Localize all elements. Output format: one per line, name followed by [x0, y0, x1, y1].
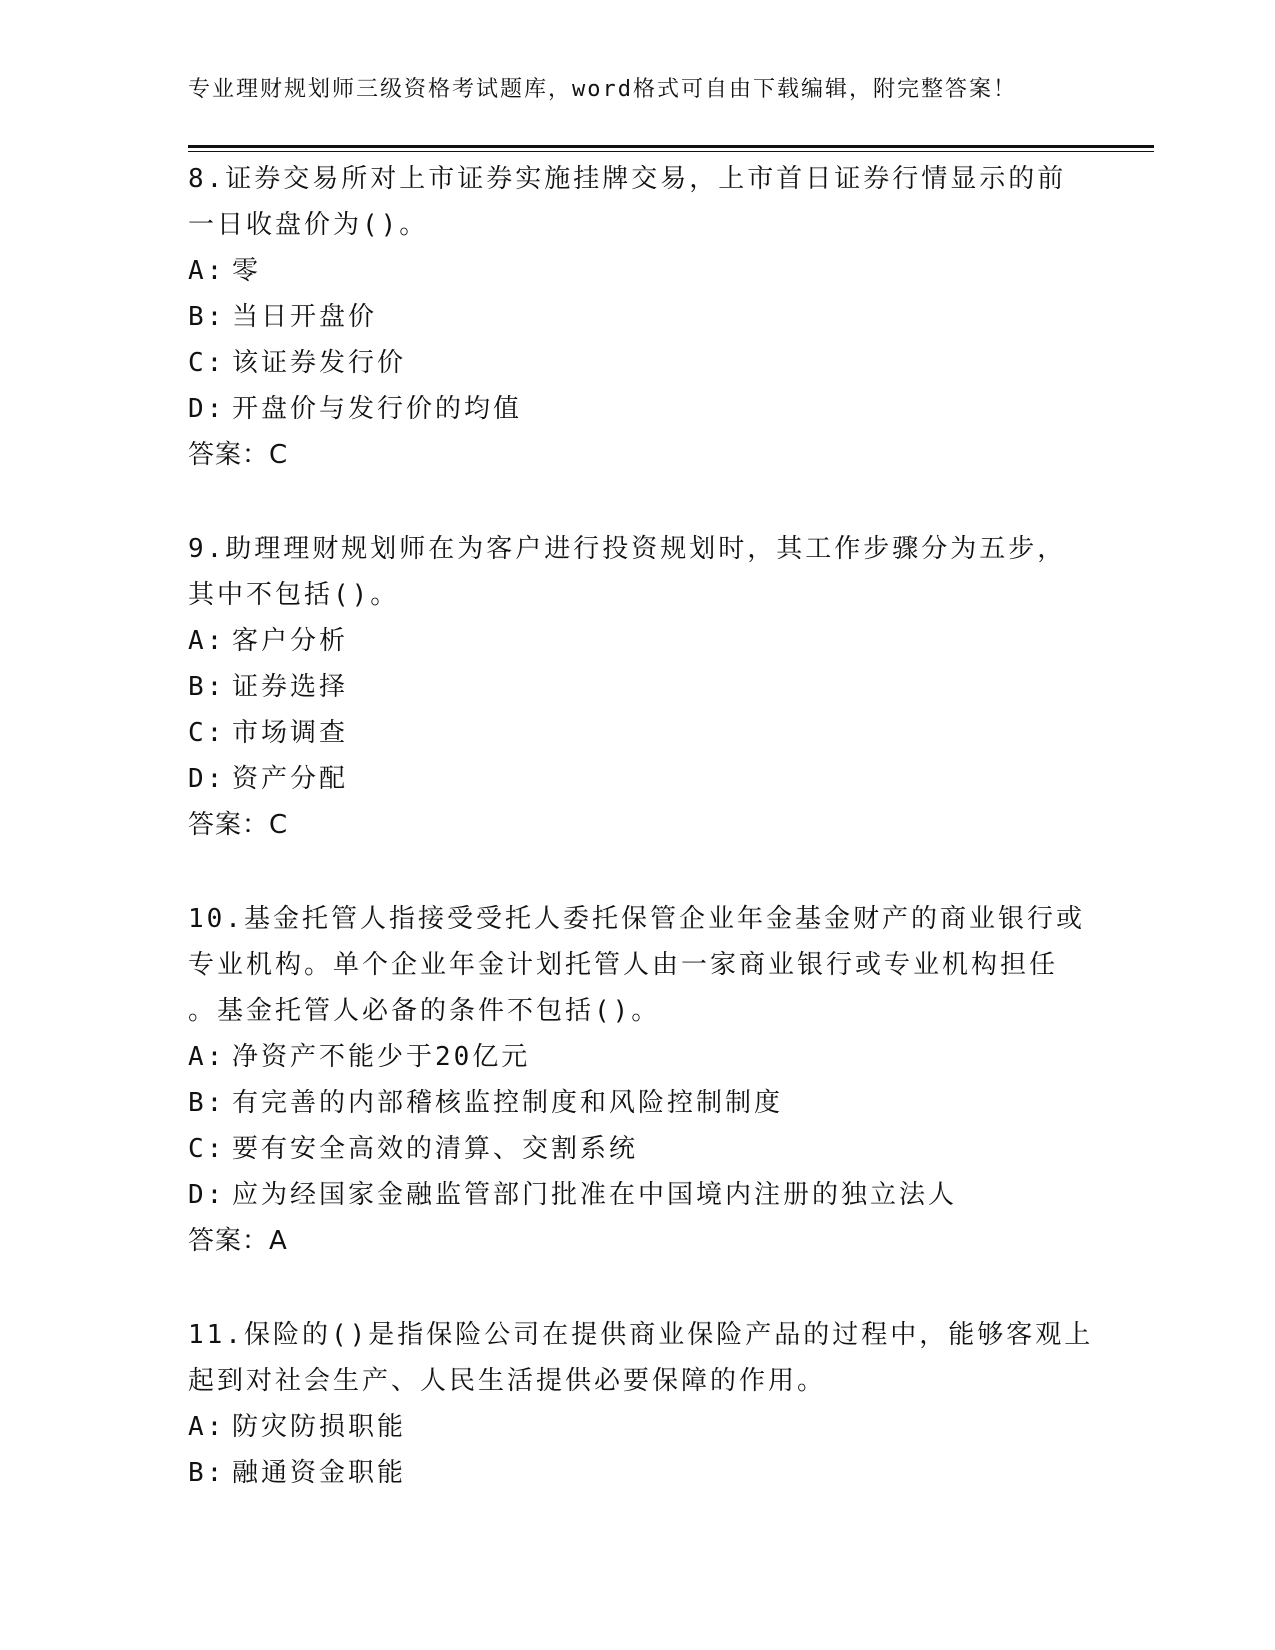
question-stem-line: 9.助理理财规划师在为客户进行投资规划时，其工作步骤分为五步，: [188, 534, 1067, 564]
option-b: [188, 1080, 1088, 1126]
question-stem-line: 专业机构。单个企业年金计划托管人由一家商业银行或专业机构担任: [188, 950, 1059, 980]
option-letter: D:: [188, 1180, 226, 1210]
option-d: [188, 1172, 1088, 1218]
option-text: 防灾防损职能: [232, 1412, 407, 1442]
option-a: [188, 618, 1088, 664]
option-letter: C:: [188, 718, 226, 748]
option-text: 净资产不能少于20亿元: [232, 1042, 531, 1072]
option-c: [188, 1126, 1088, 1172]
option-b: [188, 1450, 1088, 1496]
option-a: [188, 1404, 1088, 1450]
header-rule-thick: [188, 145, 1154, 148]
question-stem-line: 。基金托管人必备的条件不包括()。: [188, 996, 661, 1026]
option-letter: A:: [188, 626, 226, 656]
option-text: 零: [232, 256, 262, 286]
question-stem-line: 8.证券交易所对上市证券实施挂牌交易，上市首日证券行情显示的前: [188, 164, 1067, 194]
answer-line: 答案：C: [188, 810, 289, 840]
option-text: 要有安全高效的清算、交割系统: [232, 1134, 639, 1164]
option-letter: D:: [188, 394, 226, 424]
option-c: [188, 710, 1088, 756]
option-text: 有完善的内部稽核监控制度和风险控制制度: [232, 1088, 784, 1118]
option-letter: B:: [188, 302, 226, 332]
question-stem-line: 10.基金托管人指接受受托人委托保管企业年金基金财产的商业银行或: [188, 904, 1085, 934]
header-rule-thin: [188, 151, 1154, 152]
option-text: 客户分析: [232, 626, 349, 656]
option-letter: C:: [188, 348, 226, 378]
option-c: [188, 340, 1088, 386]
question-gap: [188, 478, 1088, 526]
question-stem-line: 11.保险的()是指保险公司在提供商业保险产品的过程中，能够客观上: [188, 1320, 1094, 1350]
question-11: [188, 1312, 1094, 1496]
answer-line: 答案：C: [188, 440, 289, 470]
page-header-title: 专业理财规划师三级资格考试题库，word格式可自由下载编辑，附完整答案！: [188, 77, 1017, 102]
option-text: 开盘价与发行价的均值: [232, 394, 523, 424]
question-list: [188, 156, 1094, 1496]
option-letter: A:: [188, 1042, 226, 1072]
option-text: 该证券发行价: [232, 348, 407, 378]
option-letter: A:: [188, 1412, 226, 1442]
option-letter: B:: [188, 672, 226, 702]
option-d: [188, 756, 1088, 802]
option-letter: C:: [188, 1134, 226, 1164]
answer-line: 答案：A: [188, 1226, 288, 1256]
option-d: [188, 386, 1088, 432]
option-text: 市场调查: [232, 718, 349, 748]
option-text: 融通资金职能: [232, 1458, 407, 1488]
option-letter: D:: [188, 764, 226, 794]
question-stem-line: 起到对社会生产、人民生活提供必要保障的作用。: [188, 1366, 827, 1396]
option-b: [188, 664, 1088, 710]
option-letter: B:: [188, 1088, 226, 1118]
option-text: 资产分配: [232, 764, 349, 794]
option-letter: A:: [188, 256, 226, 286]
option-text: 证券选择: [232, 672, 349, 702]
question-8: [188, 156, 1088, 478]
question-stem-line: 其中不包括()。: [188, 580, 400, 610]
question-10: [188, 896, 1088, 1264]
question-9: [188, 526, 1088, 848]
question-gap: [188, 1264, 1088, 1312]
option-a: [188, 248, 1088, 294]
option-letter: B:: [188, 1458, 226, 1488]
option-b: [188, 294, 1088, 340]
question-stem-line: 一日收盘价为()。: [188, 210, 429, 240]
option-a: [188, 1034, 1088, 1080]
option-text: 应为经国家金融监管部门批准在中国境内注册的独立法人: [232, 1180, 958, 1210]
option-text: 当日开盘价: [232, 302, 378, 332]
question-gap: [188, 848, 1088, 896]
